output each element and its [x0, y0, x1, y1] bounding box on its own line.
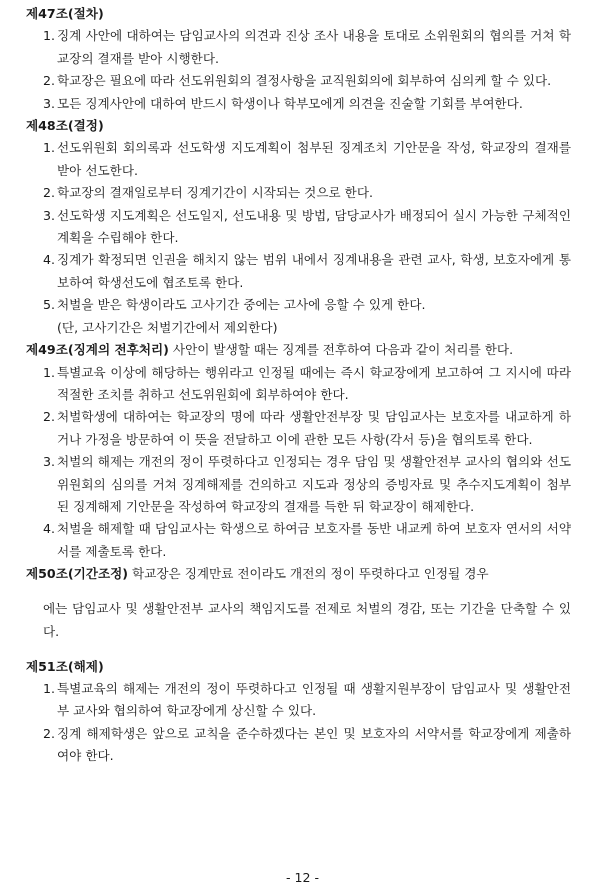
item-text: 처벌을 받은 학생이라도 고사기간 중에는 고사에 응할 수 있게 한다. — [57, 297, 426, 313]
item-number: 2. — [43, 73, 56, 89]
item-number: 1. — [43, 140, 56, 156]
item-number: 3. — [43, 95, 56, 111]
item-number: 5. — [43, 297, 56, 313]
list-item — [26, 70, 571, 92]
article-item-list — [26, 137, 571, 339]
article-47 — [26, 3, 571, 115]
article-item-list — [26, 25, 571, 115]
article-heading: 제50조(기간조정) — [26, 566, 129, 582]
list-item — [26, 249, 571, 294]
article-intro-text: 사안이 발생할 때는 징계를 전후하여 다음과 같이 처리를 한다. — [168, 342, 514, 358]
item-text: 처벌의 해제는 개전의 정이 뚜렷하다고 인정되는 경우 담임 및 생활안전부 교사의 협의와 선도위원회의 심의를 거쳐 징계해제를 건의하고 지도과 정상의 증빙자료 및 추수지도계획이 첨부된 징계해제 기안문을 작성하여 학교장의 결재를 득한 뒤 학교장이 해제한다. — [57, 454, 571, 514]
item-text: 선도위원회 회의록과 선도학생 지도계획이 첨부된 징계조치 기안문을 작성, 학교장의 결재를 받아 선도한다. — [57, 140, 571, 178]
page-number: - 12 - — [285, 870, 320, 885]
article-continuation: 에는 담임교사 및 생활안전부 교사의 책임지도를 전제로 처벌의 경감, 또는 기간을 단축할 수 있다. — [43, 601, 571, 639]
article-item-list — [26, 362, 571, 564]
item-text: 징계 해제학생은 앞으로 교칙을 준수하겠다는 본인 및 보호자의 서약서를 학교장에게 제출하여야 한다. — [57, 725, 571, 764]
list-item — [26, 205, 571, 250]
item-text: 특별교육 이상에 해당하는 행위라고 인정될 때에는 즉시 학교장에게 보고하여 그 지시에 따라 적절한 조치를 취하고 선도위원회에 회부하여야 한다. — [57, 364, 571, 402]
item-text: 특별교육의 해제는 개전의 정이 뚜렷하다고 인정될 때 생활지원부장이 담임교사 및 생활안전부 교사와 협의하여 학교장에게 상신할 수 있다. — [57, 680, 571, 719]
item-text: 징계가 확정되면 인권을 해치지 않는 범위 내에서 징계내용을 관련 교사, 학생, 보호자에게 통보하여 학생선도에 협조토록 한다. — [57, 252, 571, 290]
item-number: 3. — [43, 454, 56, 470]
article-first-line — [26, 563, 571, 585]
list-item — [26, 451, 571, 518]
item-number: 4. — [43, 252, 56, 268]
item-number: 1. — [43, 28, 56, 44]
article-heading: 제49조(징계의 전후처리) — [26, 342, 169, 358]
list-item — [26, 406, 571, 451]
item-number: 3. — [43, 207, 56, 223]
article-51 — [26, 656, 571, 768]
item-text: 학교장의 결재일로부터 징계기간이 시작되는 것으로 한다. — [57, 185, 373, 201]
article-heading: 제51조(해제) — [26, 658, 104, 674]
item-number: 2. — [43, 409, 56, 425]
item-text: 모든 징계사안에 대하여 반드시 학생이나 학부모에게 의견을 진술할 기회를 부여한다. — [57, 95, 523, 111]
list-item — [26, 137, 571, 182]
list-item — [26, 182, 571, 204]
list-item — [26, 723, 571, 768]
list-item — [26, 93, 571, 115]
article-text: 학교장은 징계만료 전이라도 개전의 정이 뚜렷하다고 인정될 경우 — [128, 566, 489, 582]
document-body — [26, 3, 571, 768]
item-text: 학교장은 필요에 따라 선도위원회의 결정사항을 교직원회의에 회부하여 심의케 할 수 있다. — [57, 73, 552, 89]
item-text: 징계 사안에 대하여는 담임교사의 의견과 진상 조사 내용을 토대로 소위원회의 협의를 거쳐 학교장의 결재를 받아 시행한다. — [57, 28, 571, 66]
article-heading: 제48조(결정) — [26, 118, 104, 134]
article-item-list — [26, 678, 571, 768]
item-note: (단, 고사기간은 처벌기간에서 제외한다) — [57, 319, 278, 335]
list-item — [26, 678, 571, 723]
list-item — [26, 518, 571, 563]
item-number: 1. — [43, 364, 56, 380]
item-number: 1. — [43, 680, 56, 696]
item-text: 처벌을 해제할 때 담임교사는 학생으로 하여금 보호자를 동반 내교케 하여 보호자 연서의 서약서를 제출토록 한다. — [57, 521, 571, 559]
item-number: 2. — [43, 185, 56, 201]
list-item — [26, 294, 571, 339]
item-text: 처벌학생에 대하여는 학교장의 명에 따라 생활안전부장 및 담임교사는 보호자를 내교하게 하거나 가정을 방문하여 이 뜻을 전달하고 이에 관한 모든 사항(각서 등)을 협의토록 한다. — [57, 409, 571, 447]
article-heading: 제47조(절차) — [26, 6, 104, 21]
item-text: 선도학생 지도계획은 선도일지, 선도내용 및 방법, 담당교사가 배정되어 실시 가능한 구체적인 계획을 수립해야 한다. — [57, 207, 571, 246]
article-49 — [26, 339, 571, 563]
article-intro — [26, 339, 571, 361]
list-item — [26, 362, 571, 407]
item-number: 4. — [43, 521, 56, 537]
article-50 — [26, 563, 571, 643]
item-number: 2. — [43, 725, 56, 741]
list-item — [26, 25, 571, 70]
article-48 — [26, 115, 571, 339]
